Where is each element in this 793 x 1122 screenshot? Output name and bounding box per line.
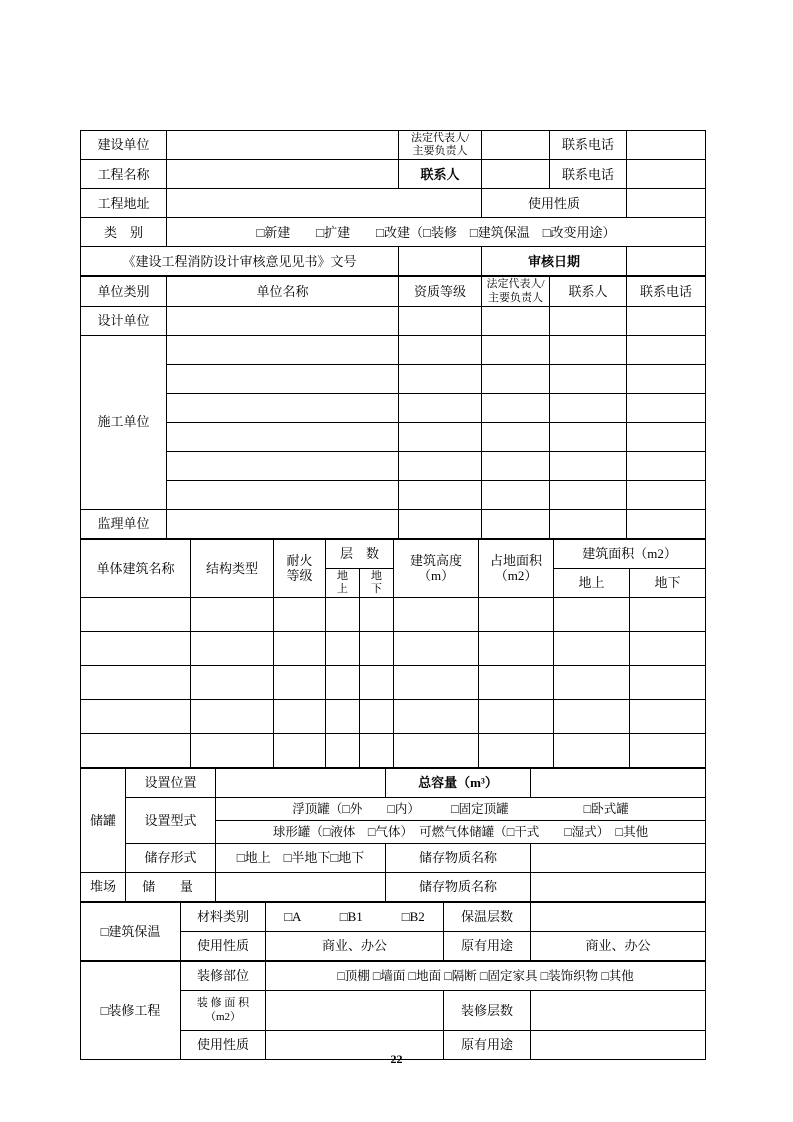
site-area-header <box>479 539 554 597</box>
yard-quantity-value[interactable] <box>216 873 386 902</box>
building-height-value[interactable] <box>394 734 479 768</box>
table-row <box>81 480 706 509</box>
construction-unit-legal-rep[interactable] <box>482 480 550 509</box>
legal-rep-label <box>399 131 482 160</box>
supervision-unit-qualification[interactable] <box>399 509 482 538</box>
table-row <box>81 844 706 873</box>
table-row <box>81 131 706 160</box>
structure-type-value[interactable] <box>191 700 274 734</box>
decoration-area-value[interactable] <box>266 991 444 1031</box>
decoration-area-label <box>181 991 266 1031</box>
table-row <box>81 962 706 991</box>
tank-type-options-line1[interactable]: 浮顶罐（□外 □内） □固定顶罐 □卧式罐 <box>216 798 706 821</box>
area-line2: （m2） <box>494 568 538 584</box>
structure-type-value[interactable] <box>191 666 274 700</box>
contact-person-label: 联系人 <box>399 160 482 189</box>
tank-type-options-line2[interactable]: 球形罐（□液体 □气体） 可燃气体储罐（□干式 □湿式） □其他 <box>216 821 706 844</box>
review-date-value[interactable] <box>627 247 706 276</box>
building-name-header: 单体建筑名称 <box>81 539 191 597</box>
table-row <box>81 277 706 306</box>
construction-unit-legal-rep[interactable] <box>482 451 550 480</box>
site-area-value[interactable] <box>479 734 554 768</box>
tank-storage-form-options[interactable]: □地上 □半地下□地下 <box>216 844 386 873</box>
construction-unit-label-2: 施工单位 <box>81 335 167 509</box>
structure-type-value[interactable] <box>191 734 274 768</box>
floors-above-line1: 地 <box>337 569 348 582</box>
insulation-layers-label: 保温层数 <box>444 903 531 932</box>
building-height-value[interactable] <box>394 632 479 666</box>
fire-rating-value[interactable] <box>274 666 326 700</box>
construction-unit-phone[interactable] <box>627 393 706 422</box>
floors-below-value[interactable] <box>360 700 394 734</box>
table-row <box>81 509 706 538</box>
total-area-above-header: 地上 <box>554 568 630 597</box>
qualification-header: 资质等级 <box>399 277 482 306</box>
floors-header: 层 数 <box>326 539 394 568</box>
design-unit-label: 设计单位 <box>81 306 167 335</box>
construction-unit-legal-rep[interactable] <box>482 335 550 364</box>
height-line2: （m） <box>417 568 455 584</box>
floors-below-line1: 地 <box>371 569 382 582</box>
total-area-above-value[interactable] <box>554 734 630 768</box>
table-row <box>81 769 706 798</box>
tank-yard-table <box>80 768 706 902</box>
insulation-table <box>80 902 706 961</box>
floors-below-value[interactable] <box>360 598 394 632</box>
table-row <box>81 189 706 218</box>
tank-material-name-value[interactable] <box>531 844 706 873</box>
tank-group-label: 储罐 <box>81 769 126 873</box>
floors-below-header <box>360 568 394 597</box>
structure-type-header: 结构类型 <box>191 539 274 597</box>
units-table <box>80 276 706 538</box>
table-row <box>81 160 706 189</box>
table-row <box>81 734 706 768</box>
insulation-use-nature-value[interactable]: 商业、办公 <box>266 932 444 961</box>
total-area-below-value[interactable] <box>630 700 706 734</box>
total-area-above-value[interactable] <box>554 700 630 734</box>
construction-unit-label: 建设单位 <box>81 131 167 160</box>
legal-rep-label-line1: 法定代表人/ <box>410 132 470 144</box>
construction-unit-name[interactable] <box>167 422 399 451</box>
site-area-value[interactable] <box>479 598 554 632</box>
building-height-value[interactable] <box>394 700 479 734</box>
design-unit-phone[interactable] <box>627 306 706 335</box>
construction-unit-name[interactable] <box>167 335 399 364</box>
building-height-value[interactable] <box>394 666 479 700</box>
fire-rating-value[interactable] <box>274 598 326 632</box>
floors-below-line2: 下 <box>371 582 382 595</box>
table-row <box>81 422 706 451</box>
table-row <box>81 598 706 632</box>
contact-person-header: 联系人 <box>550 277 627 306</box>
page-number: 22 <box>390 1052 403 1066</box>
construction-unit-qualification[interactable] <box>399 451 482 480</box>
supervision-unit-contact[interactable] <box>550 509 627 538</box>
height-line1: 建筑高度 <box>410 552 463 568</box>
construction-unit-value[interactable] <box>167 131 399 160</box>
header-table <box>80 130 706 276</box>
total-area-below-header: 地下 <box>630 568 706 597</box>
total-area-below-value[interactable] <box>630 632 706 666</box>
floors-above-value[interactable] <box>326 666 360 700</box>
table-row <box>81 632 706 666</box>
construction-unit-contact[interactable] <box>550 393 627 422</box>
contact-phone-header: 联系电话 <box>627 277 706 306</box>
construction-unit-qualification[interactable] <box>399 393 482 422</box>
floors-above-line2: 上 <box>337 582 348 595</box>
supervision-unit-legal-rep[interactable] <box>482 509 550 538</box>
area-line1: 占地面积 <box>490 552 543 568</box>
tank-material-name-label: 储存物质名称 <box>386 844 531 873</box>
construction-unit-legal-rep[interactable] <box>482 364 550 393</box>
contact-phone-value-2[interactable] <box>627 160 706 189</box>
decoration-part-options[interactable]: □顶棚 □墙面 □地面 □隔断 □固定家具 □装饰织物 □其他 <box>266 962 706 991</box>
design-unit-contact[interactable] <box>550 306 627 335</box>
use-nature-label: 使用性质 <box>482 189 627 218</box>
total-area-above-value[interactable] <box>554 666 630 700</box>
decoration-layers-label: 装修层数 <box>444 991 531 1031</box>
total-area-below-value[interactable] <box>630 666 706 700</box>
fire-rating-value[interactable] <box>274 734 326 768</box>
insulation-former-use-value[interactable]: 商业、办公 <box>531 932 706 961</box>
construction-unit-legal-rep[interactable] <box>482 422 550 451</box>
project-name-value[interactable] <box>167 160 399 189</box>
construction-unit-qualification[interactable] <box>399 364 482 393</box>
construction-unit-phone[interactable] <box>627 480 706 509</box>
tank-type-label: 设置型式 <box>126 798 216 844</box>
table-row <box>81 873 706 902</box>
building-name-value[interactable] <box>81 598 191 632</box>
construction-unit-contact[interactable] <box>550 451 627 480</box>
insulation-title[interactable]: □建筑保温 <box>81 903 181 961</box>
construction-unit-qualification[interactable] <box>399 480 482 509</box>
floors-above-value[interactable] <box>326 598 360 632</box>
form-sheet <box>80 130 705 1060</box>
contact-person-value[interactable] <box>482 160 550 189</box>
design-unit-qualification[interactable] <box>399 306 482 335</box>
decoration-part-label: 装修部位 <box>181 962 266 991</box>
yard-material-name-value[interactable] <box>531 873 706 902</box>
unit-name-header: 单位名称 <box>167 277 399 306</box>
yard-group-label: 堆场 <box>81 873 126 902</box>
contact-phone-value[interactable] <box>627 131 706 160</box>
table-row <box>81 451 706 480</box>
building-name-value[interactable] <box>81 632 191 666</box>
decoration-former-use-label: 原有用途 <box>444 1031 531 1060</box>
total-floor-area-header: 建筑面积（m2） <box>554 539 706 568</box>
floors-below-value[interactable] <box>360 632 394 666</box>
use-nature-value[interactable] <box>627 189 706 218</box>
construction-unit-name[interactable] <box>167 451 399 480</box>
construction-unit-phone[interactable] <box>627 335 706 364</box>
table-row <box>81 335 706 364</box>
floors-below-value[interactable] <box>360 666 394 700</box>
total-area-below-value[interactable] <box>630 734 706 768</box>
decoration-layers-value[interactable] <box>531 991 706 1031</box>
construction-unit-qualification[interactable] <box>399 422 482 451</box>
construction-unit-contact[interactable] <box>550 364 627 393</box>
review-doc-no-value[interactable] <box>399 247 482 276</box>
fire-rating-line1: 耐火 <box>286 552 313 568</box>
fire-rating-value[interactable] <box>274 700 326 734</box>
site-area-value[interactable] <box>479 632 554 666</box>
insulation-former-use-label: 原有用途 <box>444 932 531 961</box>
tank-storage-form-label: 储存形式 <box>126 844 216 873</box>
site-area-value[interactable] <box>479 700 554 734</box>
construction-unit-name[interactable] <box>167 364 399 393</box>
table-row <box>81 700 706 734</box>
legal-rep-value[interactable] <box>482 131 550 160</box>
project-name-label: 工程名称 <box>81 160 167 189</box>
total-area-above-value[interactable] <box>554 632 630 666</box>
table-row <box>81 903 706 932</box>
decoration-title[interactable]: □装修工程 <box>81 962 181 1060</box>
category-label: 类 别 <box>81 218 167 247</box>
decoration-table <box>80 961 706 1060</box>
review-date-label: 审核日期 <box>482 247 627 276</box>
tank-total-capacity-value[interactable] <box>531 769 706 798</box>
table-row <box>81 306 706 335</box>
building-height-header <box>394 539 479 597</box>
building-name-value[interactable] <box>81 666 191 700</box>
site-area-value[interactable] <box>479 666 554 700</box>
yard-material-name-label: 储存物质名称 <box>386 873 531 902</box>
tank-total-capacity-label: 总容量（m³） <box>386 769 531 798</box>
legal-rep-header <box>482 277 550 306</box>
floors-above-value[interactable] <box>326 632 360 666</box>
fire-rating-line2: 等级 <box>286 568 313 584</box>
table-row <box>81 218 706 247</box>
floors-below-value[interactable] <box>360 734 394 768</box>
tank-position-label: 设置位置 <box>126 769 216 798</box>
review-doc-no-label: 《建设工程消防设计审核意见见书》文号 <box>81 247 399 276</box>
floors-above-value[interactable] <box>326 700 360 734</box>
table-row <box>81 539 706 568</box>
structure-type-value[interactable] <box>191 598 274 632</box>
floors-above-header <box>326 568 360 597</box>
construction-unit-phone[interactable] <box>627 364 706 393</box>
construction-unit-qualification[interactable] <box>399 335 482 364</box>
supervision-unit-phone[interactable] <box>627 509 706 538</box>
project-address-value[interactable] <box>167 189 482 218</box>
construction-unit-phone[interactable] <box>627 451 706 480</box>
contact-phone-label-2: 联系电话 <box>550 160 627 189</box>
insulation-material-type-label: 材料类别 <box>181 903 266 932</box>
supervision-unit-name[interactable] <box>167 509 399 538</box>
supervision-unit-label: 监理单位 <box>81 509 167 538</box>
decoration-area-line1: 装 修 面 积 <box>196 997 250 1010</box>
building-height-value[interactable] <box>394 598 479 632</box>
contact-phone-label: 联系电话 <box>550 131 627 160</box>
insulation-use-nature-label: 使用性质 <box>181 932 266 961</box>
legal-rep-label-line2: 主要负责人 <box>412 145 468 158</box>
construction-unit-contact[interactable] <box>550 422 627 451</box>
decoration-use-nature-label: 使用性质 <box>181 1031 266 1060</box>
insulation-layers-value[interactable] <box>531 903 706 932</box>
unit-category-header: 单位类别 <box>81 277 167 306</box>
table-row <box>81 247 706 276</box>
legal-rep-header-line2: 主要负责人 <box>488 291 543 304</box>
table-row <box>81 393 706 422</box>
structure-type-value[interactable] <box>191 632 274 666</box>
building-name-value[interactable] <box>81 700 191 734</box>
construction-unit-legal-rep[interactable] <box>482 393 550 422</box>
total-area-above-value[interactable] <box>554 598 630 632</box>
fire-rating-header <box>274 539 326 597</box>
project-address-label: 工程地址 <box>81 189 167 218</box>
construction-unit-name[interactable] <box>167 393 399 422</box>
design-unit-legal-rep[interactable] <box>482 306 550 335</box>
table-row <box>81 666 706 700</box>
construction-unit-name[interactable] <box>167 480 399 509</box>
construction-unit-contact[interactable] <box>550 480 627 509</box>
total-area-below-value[interactable] <box>630 598 706 632</box>
table-row <box>81 798 706 821</box>
decoration-area-line2: （m2） <box>204 1010 242 1023</box>
floors-above-value[interactable] <box>326 734 360 768</box>
building-name-value[interactable] <box>81 734 191 768</box>
design-unit-name[interactable] <box>167 306 399 335</box>
building-table <box>80 539 706 768</box>
construction-unit-contact[interactable] <box>550 335 627 364</box>
yard-quantity-label: 储 量 <box>126 873 216 902</box>
insulation-material-options[interactable]: □A □B1 □B2 <box>266 903 444 932</box>
tank-position-value[interactable] <box>216 769 386 798</box>
construction-unit-phone[interactable] <box>627 422 706 451</box>
category-options[interactable]: □新建 □扩建 □改建（□装修 □建筑保温 □改变用途） <box>167 218 706 247</box>
fire-rating-value[interactable] <box>274 632 326 666</box>
legal-rep-header-line1: 法定代表人/ <box>486 278 545 291</box>
table-row <box>81 364 706 393</box>
